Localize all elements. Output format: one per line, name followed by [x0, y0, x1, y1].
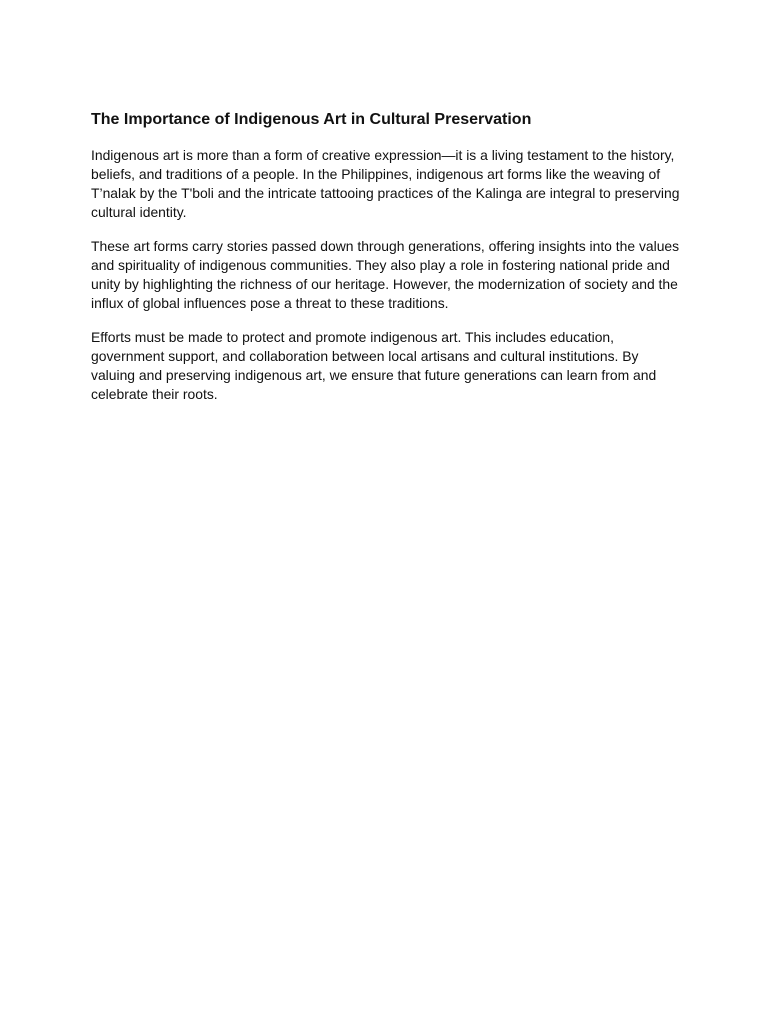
- paragraph-stories: These art forms carry stories passed down through generations, offering insights into the values and spirituality of indigenous communities. They also play a role in fostering national pride and unity by highlighting the richness of our heritage. However, the modernization of society and the influx of global influences pose a threat to these traditions.: [91, 238, 680, 311]
- paragraph-efforts: Efforts must be made to protect and promote indigenous art. This includes education, government support, and collaboration between local artisans and cultural institutions. By valuing and preserving indigenous art, we ensure that future generations can learn from and celebrate their roots.: [91, 329, 657, 402]
- document-title: The Importance of Indigenous Art in Cultural Preservation: [91, 111, 532, 128]
- document-body: [91, 109, 681, 419]
- paragraph-intro: Indigenous art is more than a form of creative expression—it is a living testament to the history, beliefs, and traditions of a people. In the Philippines, indigenous art forms like the weaving of T’nalak by the T'boli and the intricate tattooing practices of the Kalinga are integral to preserving cultural identity.: [91, 147, 680, 220]
